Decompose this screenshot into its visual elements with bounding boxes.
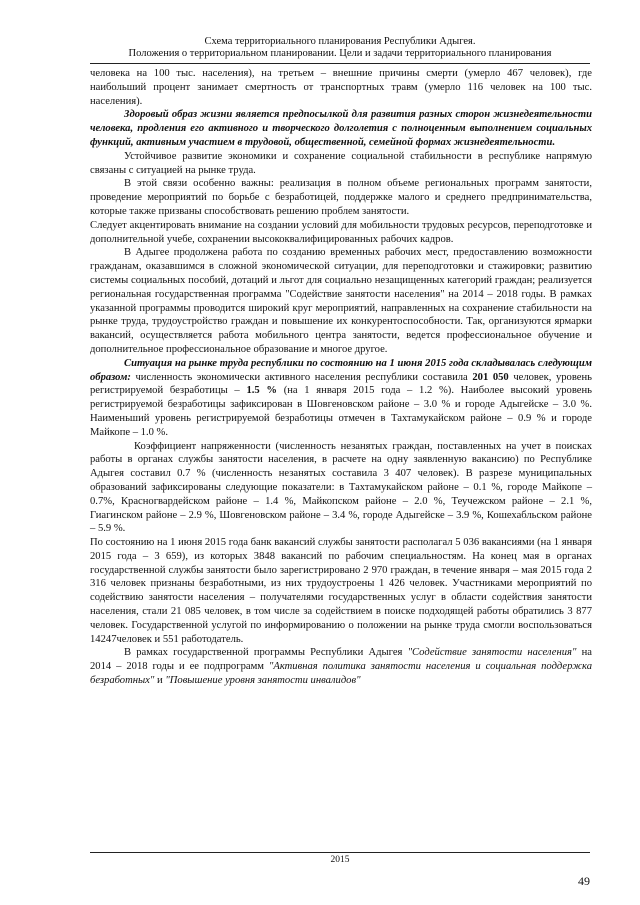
paragraph-vacancies: По состоянию на 1 июня 2015 года банк вакансий службы занятости располагал 5 036 вакансиями (на 1 января 2015 года – 3 659), из которых 3848 вакансий по рабочим специальностям. На конец мая в органах государственной службы занятости было зарегистрировано 2 970 граждан, в течение января – мая 2015 года 2 316 человек признаны безработными, из них трудоустроены 1 426 человек. Участниками мероприятий по содействию занятости населения – получателями государственных услуг в области содействия занятости населения, стали 21 085 человек, в том числе за содействием в поиске подходящей работы обратились 3 877 человек. Государственной услугой по информированию о положении на рынке труда смогли воспользоваться 14247человек и 551 работодатель. bbox=[90, 537, 592, 645]
paragraph-mortality: человека на 100 тыс. населения), на третьем – внешние причины смерти (умерло 467 человек), где наибольший процент занимает смертность от транспортных травм (умерло 116 человек на 100 тыс. населения). bbox=[90, 68, 592, 107]
paragraph-temporary-jobs: В Адыгее продолжена работа по созданию временных рабочих мест, предоставлению возможности гражданам, оказавшимся в сложной экономической ситуации, для переподготовки и стажировки; развитию системы социальных пособий, дотаций и льгот для социально незащищенных категорий граждан; реализуется региональная государственная программа "Содействие занятости населения" на 2014 – 2018 годы. В рамках указанной программы проводится широкий круг мероприятий, направленных на сохранение стабильности на рынке труда, трудоустройство граждан и повышение их конкурентоспособности. Так, организуются ярмарки вакансий, осуществляется работа мобильного центра занятости, ведется профессиональное обучение и дополнительное профессиональное образование и многое другое. bbox=[90, 247, 592, 355]
footer-divider bbox=[90, 852, 590, 853]
footer-year: 2015 bbox=[330, 855, 350, 865]
header-divider bbox=[90, 63, 590, 64]
paragraph-priorities: В этой связи особенно важны: реализация в полном объеме региональных программ занятости, проведение мероприятий по борьбе с безработицей, поддержке малого и среднего предпринимательства, которые также призваны способствовать решению проблем занятости. bbox=[90, 178, 592, 217]
header-line-1: Схема территориального планирования Республики Адыгея. bbox=[204, 36, 476, 47]
active-population-value: 201 050 bbox=[472, 371, 509, 383]
header-line-2: Положения о территориальном планировании. Цели и задачи территориального планирования bbox=[128, 48, 552, 59]
paragraph-economy: Устойчивое развитие экономики и сохранение социальной стабильности в республике напрямую связаны с ситуацией на рынке труда. bbox=[90, 150, 592, 176]
unemployment-rate-value: 1.5 % bbox=[246, 385, 277, 397]
paragraph-healthy-lifestyle: Здоровый образ жизни является предпосылкой для развития разных сторон жизнедеятельности человека, продления его активного и творческого долголетия с полноценным выполнением социальных функций, активным участием в трудовой, общественной, семейной формах жизнедеятельности. bbox=[90, 109, 592, 148]
page-number: 49 bbox=[578, 874, 590, 888]
paragraph-tension-coefficient: Коэффициент напряженности (численность незанятых граждан, поставленных на учет в поисках работы в органах службы занятости населения, в расчете на одну заявленную вакансию) по Республике Адыгея составил 0.7 % (численность незанятых составила 3 407 человек). В разрезе муниципальных образований зафиксированы следующие показатели: в Тахтамукайском районе – 0.1 %, городе Майкопе – 0.7%, Красногвардейском районе – 1.4 %, Майкопском районе – 2.0 %, Теучежском районе – 2.1 %, Гиагинском районе – 2.9 %, Шовгеновском районе – 3.4 %, городе Адыгейске – 3.9 %, Кошехабльском районе – 5.9 %. bbox=[90, 440, 592, 535]
paragraph-labor-market-situation: Ситуация на рынке труда республики по состоянию на 1 июня 2015 года складывалась следующим образом: численность экономически активного населения республики составила 201 050 человек, уровень регистрируемой безработицы – 1.5 % (на 1 января 2015 года – 1.2 %). Наиболее высокий уровень регистрируемой безработицы зафиксирован в Шовгеновском районе – 3.0 % и городе Адыгейске – 3.0 %. Наименьший уровень регистрируемой безработицы отмечен в Тахтамукайском районе – 0.9 % и городе Майкопе – 1.0 %. bbox=[90, 357, 592, 438]
paragraph-state-program: В рамках государственной программы Республики Адыгея "Содействие занятости населения" на 2014 – 2018 годы и ее подпрограмм "Активная политика занятости населения и социальная поддержка безработных" и "Повышение уровня занятости инвалидов" bbox=[90, 647, 592, 687]
labor-market-heading: Ситуация на рынке труда республики по состоянию на 1 июня 2015 года складывалась следующим образом: bbox=[90, 357, 592, 383]
paragraph-labor-resources: Следует акцентировать внимание на создании условий для мобильности трудовых ресурсов, переподготовке и дополнительной учебе, сохранении высококвалифицированных рабочих кадров. bbox=[90, 219, 592, 245]
running-header bbox=[90, 36, 590, 60]
document-body bbox=[90, 67, 592, 688]
